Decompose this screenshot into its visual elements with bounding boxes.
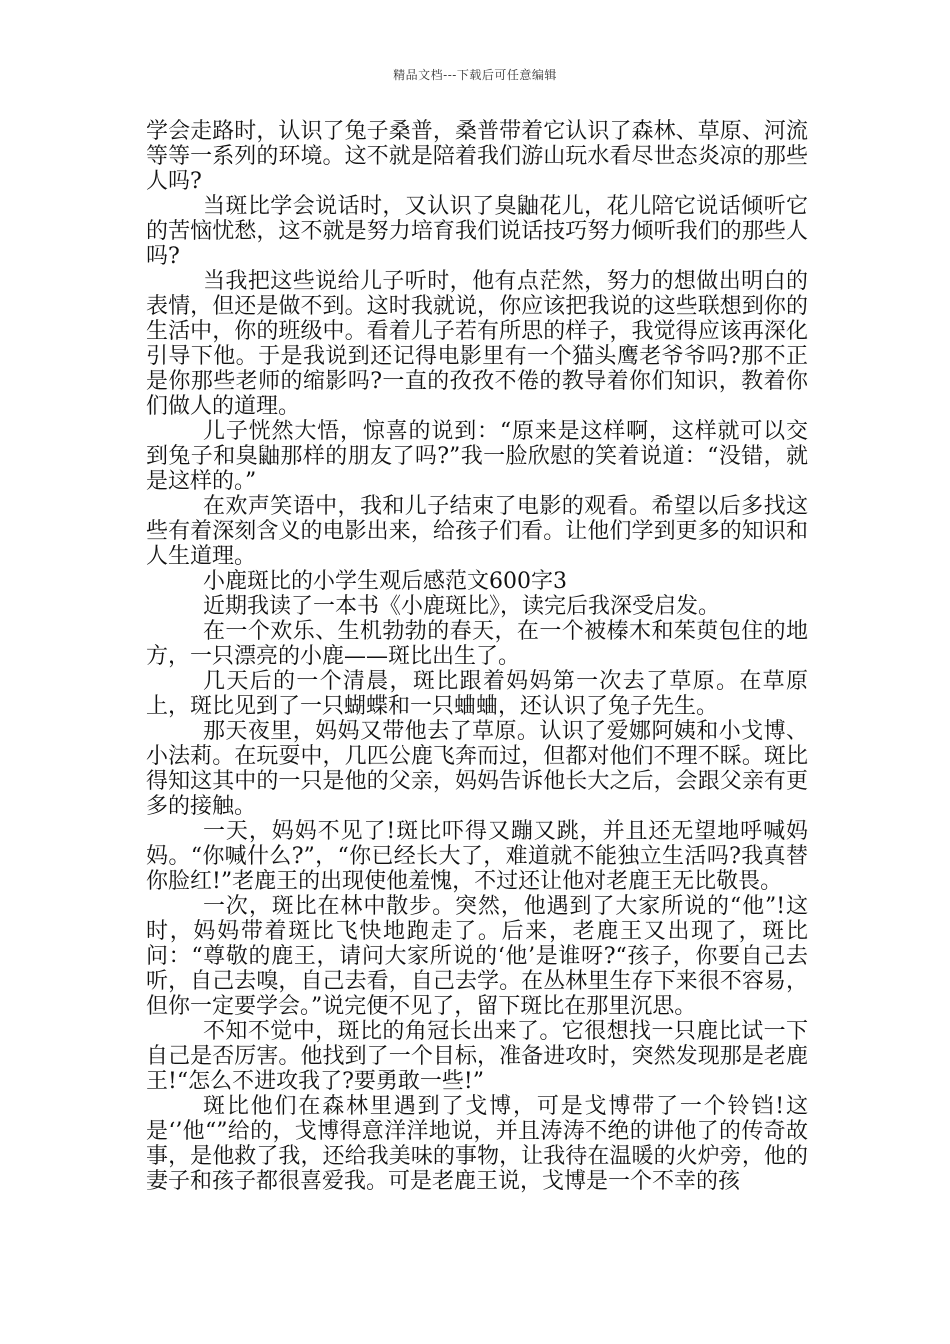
section-heading: 小鹿斑比的小学生观后感范文600字3: [203, 569, 567, 594]
paragraph: 不知不觉中，斑比的角冠长出来了。它很想找一只鹿比试一下自己是否厉害。他找到了一个目标，准备进攻时，突然发现那是老鹿王!“怎么不进攻我了?要勇敢一些!”: [146, 1019, 808, 1094]
paragraph: 那天夜里，妈妈又带他去了草原。认识了爱娜阿姨和小戈博、小法莉。在玩耍中，几匹公鹿飞奔而过，但都对他们不理不睬。斑比得知这其中的一只是他的父亲，妈妈告诉他长大之后，会跟父亲有更多的接触。: [146, 719, 808, 819]
document-body: [146, 119, 808, 1194]
paragraph: 在一个欢乐、生机勃勃的春天，在一个被榛木和茱萸包住的地方，一只漂亮的小鹿——斑比出生了。: [146, 619, 808, 669]
paragraph: 当斑比学会说话时，又认识了臭鼬花儿，花儿陪它说话倾听它的苦恼忧愁，这不就是努力培育我们说话技巧努力倾听我们的那些人吗?: [146, 194, 808, 269]
paragraph: 几天后的一个清晨，斑比跟着妈妈第一次去了草原。在草原上，斑比见到了一只蝴蝶和一只蛐蛐，还认识了兔子先生。: [146, 669, 808, 719]
paragraph: 儿子恍然大悟，惊喜的说到：“原来是这样啊，这样就可以交到兔子和臭鼬那样的朋友了吗?”我一脸欣慰的笑着说道：“没错，就是这样的。”: [146, 419, 808, 494]
paragraph: 近期我读了一本书《小鹿斑比》，读完后我深受启发。: [203, 594, 721, 619]
page-header: 精品文档---下载后可任意编辑: [393, 68, 557, 82]
paragraph: 斑比他们在森林里遇到了戈博，可是戈博带了一个铃铛!这是‘’他“”给的，戈博得意洋洋地说，并且涛涛不绝的讲他了的传奇故事，是他救了我，还给我美味的事物，让我待在温暖的火炉旁，他的妻子和孩子都很喜爱我。可是老鹿王说，戈博是一个不幸的孩: [146, 1094, 808, 1194]
paragraph: 一天，妈妈不见了!斑比吓得又蹦又跳，并且还无望地呼喊妈妈。“你喊什么?”，“你已经长大了，难道就不能独立生活吗?我真替你脸红!”老鹿王的出现使他羞愧，不过还让他对老鹿王无比敬畏。: [146, 819, 808, 894]
paragraph: 当我把这些说给儿子听时，他有点茫然，努力的想做出明白的表情，但还是做不到。这时我就说，你应该把我说的这些联想到你的生活中，你的班级中。看着儿子若有所思的样子，我觉得应该再深化引导下他。于是我说到还记得电影里有一个猫头鹰老爷爷吗?那不正是你那些老师的缩影吗?一直的孜孜不倦的教导着你们知识，教着你们做人的道理。: [146, 269, 808, 419]
paragraph: 在欢声笑语中，我和儿子结束了电影的观看。希望以后多找这些有着深刻含义的电影出来，给孩子们看。让他们学到更多的知识和人生道理。: [146, 494, 808, 569]
paragraph: 一次，斑比在林中散步。突然，他遇到了大家所说的“他”!这时，妈妈带着斑比飞快地跑走了。后来，老鹿王又出现了，斑比问：“尊敬的鹿王，请问大家所说的‘他’是谁呀?“孩子，你要自己去听，自己去嗅，自己去看，自己去学。在丛林里生存下来很不容易，但你一定要学会。”说完便不见了，留下斑比在那里沉思。: [146, 894, 808, 1019]
paragraph: 学会走路时，认识了兔子桑普，桑普带着它认识了森林、草原、河流等等一系列的环境。这不就是陪着我们游山玩水看尽世态炎凉的那些人吗?: [146, 119, 808, 194]
